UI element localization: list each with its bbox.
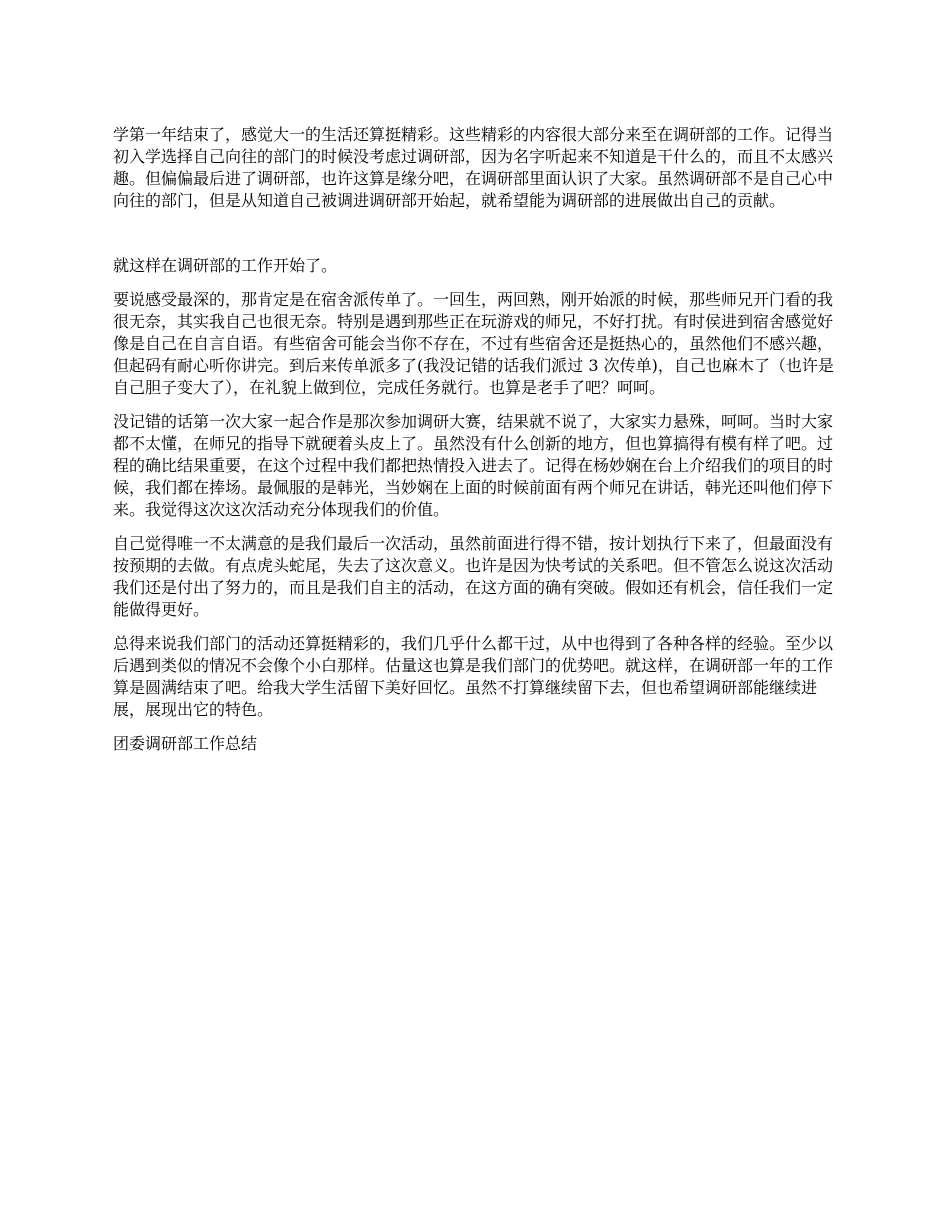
summary-paragraph: 总得来说我们部门的活动还算挺精彩的，我们几乎什么都干过，从中也得到了各种各样的经验。至少以后遇到类似的情况不会像个小白那样。估量这也算是我们部门的优势吧。就这样，在调研部一年的工作算是圆满结束了吧。给我大学生活留下美好回忆。虽然不打算继续留下去，但也希望调研部能继续进展，展现出它的特色。 — [113, 634, 834, 719]
last-activity-paragraph: 自己觉得唯一不太满意的是我们最后一次活动，虽然前面进行得不错，按计划执行下来了，但最面没有按预期的去做。有点虎头蛇尾，失去了这次意义。也许是因为快考试的关系吧。但不管怎么说这次活动我们还是付出了努力的，而且是我们自主的活动，在这方面的确有突破。假如还有机会，信任我们一定能做得更好。 — [113, 534, 834, 619]
document-page — [113, 124, 843, 755]
start-paragraph: 就这样在调研部的工作开始了。 — [113, 256, 338, 275]
contest-paragraph: 没记错的话第一次大家一起合作是那次参加调研大赛，结果就不说了，大家实力悬殊，呵呵。当时大家都不太懂，在师兄的指导下就硬着头皮上了。虽然没有什么创新的地方，但也算搞得有模有样了吧。过程的确比结果重要，在这个过程中我们都把热情投入进去了。记得在杨妙娴在台上介绍我们的项目的时候，我们都在捧场。最佩服的是韩光，当妙娴在上面的时候前面有两个师兄在讲话，韩光还叫他们停下来。我觉得这次这次活动充分体现我们的价值。 — [113, 412, 834, 519]
intro-paragraph: 学第一年结束了，感觉大一的生活还算挺精彩。这些精彩的内容很大部分来至在调研部的工作。记得当初入学选择自己向往的部门的时候没考虑过调研部，因为名字听起来不知道是干什么的，而且不太感兴趣。但偏偏最后进了调研部，也许这算是缘分吧，在调研部里面认识了大家。虽然调研部不是自己心中向往的部门，但是从知道自己被调进调研部开始起，就希望能为调研部的进展做出自己的贡献。 — [113, 125, 834, 210]
document-title: 团委调研部工作总结 — [113, 734, 258, 753]
flyer-paragraph: 要说感受最深的，那肯定是在宿舍派传单了。一回生，两回熟，刚开始派的时候，那些师兄开门看的我很无奈，其实我自己也很无奈。特别是遇到那些正在玩游戏的师兄，不好打扰。有时侯进到宿舍感觉好像是自己在自言自语。有些宿舍可能会当你不存在，不过有些宿舍还是挺热心的，虽然他们不感兴趣，但起码有耐心听你讲完。到后来传单派多了(我没记错的话我们派过 3 次传单)，自己也麻木了（也许是自己胆子变大了），在礼貌上做到位，完成任务就行。也算是老手了吧？呵呵。 — [113, 290, 834, 397]
